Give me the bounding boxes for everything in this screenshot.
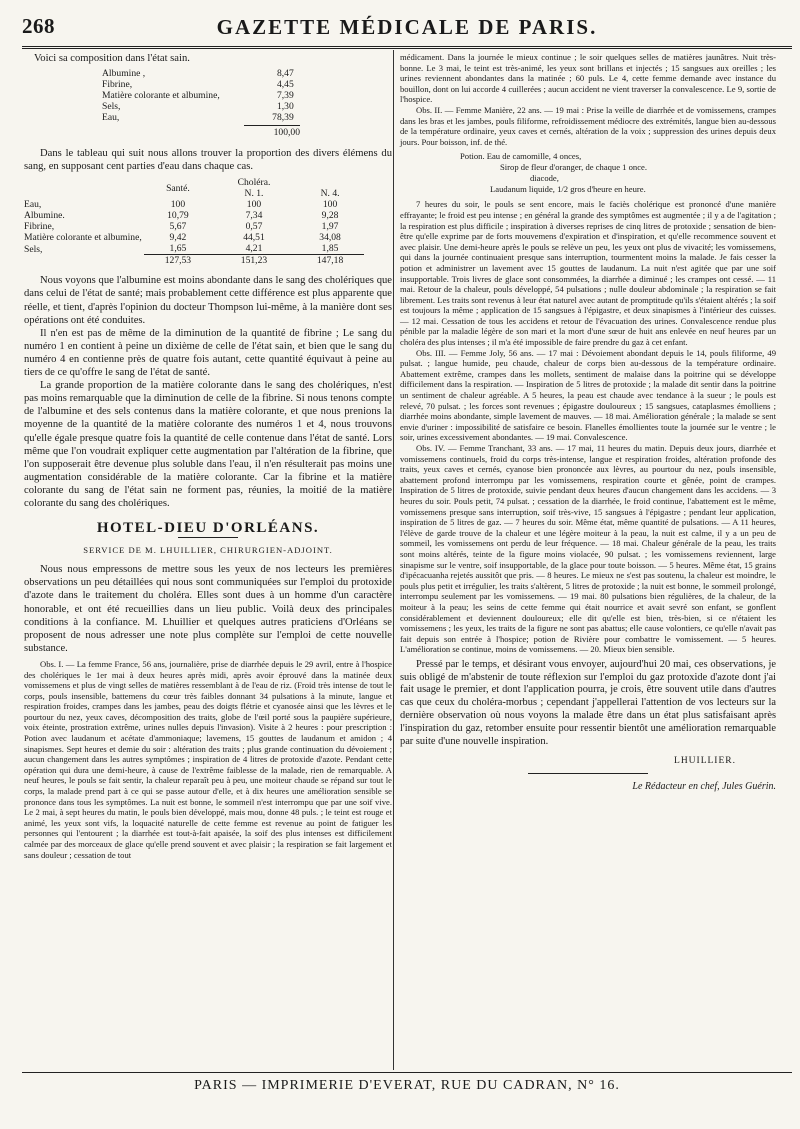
header-cell: N. 4. (320, 188, 340, 200)
prescription-line: Potion. Eau de camomille, 4 onces, (460, 151, 582, 162)
cell-n1: 7,34 (245, 210, 263, 222)
table-row (102, 79, 294, 90)
cell-sante: 100 (170, 199, 186, 211)
observation-1: Obs. I. — La femme France, 56 ans, journalière, prise de diarrhée depuis le 29 avril, entre à l'hospice des cholériques le 1er mai à deux heures après midi, après avoir éprouvé dans la matinée deux vomissemens et plus de vingt selles de matières ressemblant à de l'eau de riz. (Froid très intense de tout le corps, pouls insensible, battemens du cœur très faibles donnant 34 pulsations à la minute, langue et respiration froides, crampes dans les jambes, peau des doigts flétrie et cyanosée ainsi que les lèvres et le pourtour du nez, yeux caves, décomposition des traits, globe de l'œil porté sous la paupière supérieure, voix éteinte, prostration extrême, urines nulles depuis l'invasion). Visite à 2 heures : pour prescription : Potion avec laudanum et acétate d'ammoniaque; lavemens, 15 gouttes de laudanum et amidon ; 4 sinapismes. Sept heures et demie du soir : altération des traits ; plus grande continuation du dévoiement ; aucun changement dans les autres symptômes ; inspiration de 4 litres de protoxide d'azote. Pendant cette opération qui dura une demi-heure, à cause de l'extrême faiblesse de la malade, rien de remarquable. A neuf heures, le pouls se fait sentir, la chaleur reparaît peu à peu, une moiteur chaude se répand sur tout le corps, la malade prend part à ce qui se passe autour d'elle, et à dix heures une amélioration sensible se prononce dans tous les symptômes. La nuit est bonne, le sommeil n'est interrompu que par une soif vive. Le 2 mai, à sept heures du matin, le pouls bien développé, mais mou, donne 48 puls. ; le teint est rouge et animé, les yeux sont vifs, la loquacité naturelle de cette femme est revenue au point de fatiguer les personnes qui l'entourent ; la diarrhée est tout-à-fait apaisée, la soif des plus intenses est difficilement calmée par des morceaux de glace qu'elle prend souvent et avec plaisir ; la respiration se fait largement et sans douleur ; cessation de tout (24, 658, 392, 860)
table-row (24, 210, 364, 221)
table-row (102, 68, 294, 79)
table-row (24, 221, 364, 232)
observation-3: Obs. III. — Femme Joly, 56 ans. — 17 mai : Dévoiement abondant depuis le 14, pouls filiforme, 49 pulsat. ; langue humide, peu chaude, chaleur de corps bien au-dessous de la température ordinaire. Abattement extrême, crampes dans les mollets, sentiment de malaise dans la poitrine qui se développe difficilement dans la respiration. — Inspiration de 5 litres de protoxide ; la malade dit sentir dans la poitrine un sentiment de chaleur agréable. A 5 heures, la peau est chaude avec tendance à la sueur ; le pouls est relevé, 70 pulsat. ; les forces sont revenues ; épigastre douloureux ; 15 sangsues, cataplasmes émolliens ; diarrhée moins abondante, simple lavement de mauves. — 18 mai. Amélioration générale ; la malade se sent envie d'uriner : impossibilité de satisfaire ce besoin. Flanelles émollientes toute la journée sur le ventre ; le soir, urines excessivement abondantes. — 19 mai. Convalescence. (400, 347, 776, 443)
cell-sante: 10,79 (167, 210, 189, 222)
row-label: Eau, (24, 199, 42, 211)
section-title: HOTEL-DIEU D'ORLÉANS. (96, 520, 320, 537)
masthead (22, 12, 792, 46)
row-label (24, 255, 144, 267)
table-row (102, 90, 294, 101)
editor-credit: Le Rédacteur en chef, Jules Guérin. (632, 781, 776, 793)
comp-value: 1,30 (276, 101, 294, 113)
paragraph: La grande proportion de la matière colorante dans le sang des cholériques, n'est pas moins remarquable que la diminution de celle de la fibrine. Si nous tenons compte de l'albumine et des sels contenus dans la matière colorante, et que nous prenions la moyenne de la quantité de la matière colorante des numéros 1 et 4, nous trouvons qu'elle égale presque quatre fois la quantité de celle contenue dans l'état de santé. Lors même que l'on voudrait expliquer cette augmentation par l'altération de la fibrine, que l'on supposerait être devenue plus soluble dans l'eau, il n'en résulterait pas moins une augmentation considérable de la matière colorante. Car la fibrine et la matière colorante du sang de l'état sain ne forment pas, réunies, la moitié de la matière colorante du sang des cholériques. (24, 380, 392, 509)
table-row (24, 232, 364, 243)
prescription (460, 151, 776, 195)
comp-value: 78,39 (272, 112, 294, 124)
cell-sante: 9,42 (169, 232, 187, 244)
header-rule (22, 46, 792, 49)
blood-comparison-table (24, 177, 364, 266)
composition-table (102, 68, 294, 123)
cell-n1: 44,51 (243, 232, 265, 244)
table-row (24, 243, 364, 255)
comp-value: 4,45 (276, 79, 294, 91)
table-total-row (24, 255, 364, 267)
prescription-line: Sirop de fleur d'oranger, de chaque 1 once. (500, 162, 647, 173)
prescription-line: diacode, (530, 173, 559, 184)
cell-n1: 100 (246, 199, 262, 211)
cell-n4: 34,08 (319, 232, 341, 244)
comp-value: 7,39 (276, 90, 294, 102)
cell-n4: 100 (322, 199, 338, 211)
cell-n4: 1,85 (321, 243, 339, 255)
right-column (400, 52, 776, 793)
cell-sante: 5,67 (169, 221, 187, 233)
header-cell: Choléra. N. 1. (237, 177, 271, 200)
row-label: Sels, (24, 243, 43, 255)
section-subtitle: SERVICE DE M. LHUILLIER, CHIRURGIEN-ADJOINT. (83, 545, 333, 556)
paragraph: Il n'en est pas de même de la diminution de la quantité de fibrine ; Le sang du numéro 1 en contient à peine un dixième de celle de l'état sain, et bien que le sang du numéro 4 en contienne près de quatre fois autant, cette quantité équivaut à peine au tiers de ce qu'offre le sang de l'état de santé. (24, 327, 392, 379)
table-row (24, 199, 364, 210)
paragraph: Nous nous empressons de mettre sous les yeux de nos lecteurs les premières observations un peu détaillées qui nous sont communiquées sur l'emploi du protoxide d'azote dans le traitement du choléra. Elles sont dues à un homme d'un caractère honorable, et ont été recueillies dans un lieu public. Voilà deux des principales conditions à la confiance. M. Lhuillier et quelques autres praticiens d'Orléans se proposent de nous adresser une note plus complète sur l'emploi de cette nouvelle substance. (24, 564, 392, 654)
comp-label: Matière colorante et albumine, (102, 90, 220, 102)
left-column (24, 52, 392, 860)
footer-rule (22, 1072, 792, 1073)
comp-label: Eau, (102, 112, 120, 124)
header-cell (24, 177, 144, 199)
observation-4: Obs. IV. — Femme Tranchant, 33 ans. — 17 mai, 11 heures du matin. Depuis deux jours, diarrhée et vomissemens continuels, froid du corps très-intense, langue et respiration froides, altération profonde des traits, yeux caves et cernés, cyanose bien prononcée aux lèvres, au pourtour du nez, pouls insensible, abattement profond interrompu par les vomissemens, respiration courte et gênée, point de crampes. Inspiration de 5 litres de protoxide, suivie pendant deux heures d'aucun changement dans les accidens. — 3 heures du soir. Pouls petit, 74 pulsat. ; cessation de la diarrhée, le froid continue, l'abattement est le même, vomissemens presque sans interruption, soif très-vive, 15 sangsues à l'épigastre ; pendant leur application, inspiration de 5 litres de gaz. — 7 heures du soir. Même état, même quantité de pulsations. — A 11 heures, l'élève de garde trouve de la chaleur et une légère moiteur à la peau, la nuit est calme, il y a un peu de sommeil, les vomissemens ont perdu de leur fréquence. — 18 mai. Chaleur générale de la peau, les traits sont moins altérés, teinte de la figure moins violacée, 90 pulsat. ; les vomissemens reviennent, large sinapisme sur le ventre, soif insupportable, de la glace pour toute boisson. — 5 heures. Même état, 15 grains d'ipécacuanha rejetés aussitôt que pris. — 8 heures. Le mieux ne s'est pas soutenu, la chaleur est moindre, le pouls plus petit et irrégulier, les traits s'altèrent, 5 litres de protoxide ; la nuit est bonne, le sommeil prolongé, interrompu seulement par les vomissemens. — 19 mai. 80 pulsations bien régulières, de la chaleur, de la moiteur à la peau; les seins de cette femme qui était nourrice et avait sevré son enfant, se gonflent considérablement et deviennent douloureux; elle dit qu'elle est bien, très-bien, si ce n'étaient les vomissemens ; les yeux, les traits de la figure ne sont pas abattus; elle cause volontiers, ce qu'elle n'avait pas fait depuis son entrée à l'hospice; potion de Rivière pour combattre le vomissement. — 5 heures. L'amélioration se continue, moins de vomissemens. — 20. Mieux bien sensible. (400, 443, 776, 655)
cell-sante: 1,65 (169, 243, 187, 255)
cell-n1: 0,57 (245, 221, 263, 233)
row-label: Fibrine, (24, 221, 55, 233)
observation-2-continued: 7 heures du soir, le pouls se sent encore, mais le faciès cholérique est prononcé d'une manière effrayante; le froid est peu intense ; en général la grande des symptômes est augmentée ; il y a de l'agitation ; la respiration est plus difficile ; inspiration à diverses reprises de cinq litres de protoxide ; sensation de bien-être qu'elle exprime par de forts mouvemens d'expiration et d'inspiration, et qu'elle recommence souvent et avec plaisir. Une demi-heure après le pouls se relève un peu, les yeux ont plus de vivacité; les vomissemens, qui dans la journée continuaient presque sans interruption, tourmentent moins la malade. Je fais cesser la potion et administrer un lavement avec 15 gouttes de laudanum. La nuit n'est agitée que par une soif insupportable. Trois livres de glace sont consommées, la diarrhée a diminué ; les crampes ont cessé. — 11 mai. Retour de la chaleur, pouls développé, 54 pulsations ; nulle douleur abdominale ; la respiration se fait librement. Les traits sont revenus à leur état naturel avec autant de promptitude qu'ils s'étaient altérés ; la soif est toujours la même ; application de 15 sangsues à l'épigastre, et deux sinapismes à l'intérieur des cuisses. — 12 mai. Cessation de tous les accidens et retour de l'évacuation des urines. Convalescence rendue plus pénible par la maladie légère de son mari et la mort d'une sœur de huit ans enlevée en neuf heures par un choléra des plus intenses ; il m'a été impossible de faire prendre du gaz à cet enfant. (400, 199, 776, 348)
printer-imprint: PARIS — IMPRIMERIE D'EVERAT, RUE DU CADRAN, N° 16. (194, 1078, 620, 1093)
comp-label: Fibrine, (102, 79, 133, 91)
prescription-line: Laudanum liquide, 1/2 gros d'heure en heure. (490, 184, 646, 195)
composition-total: 100,00 (244, 125, 300, 139)
row-label: Matière colorante et albumine, (24, 232, 142, 244)
journal-title: GAZETTE MÉDICALE DE PARIS. (216, 15, 598, 39)
comp-value: 8,47 (276, 68, 294, 80)
comp-label: Sels, (102, 101, 121, 113)
observation-2: Obs. II. — Femme Manière, 22 ans. — 19 mai : Prise la veille de diarrhée et de vomissemens, crampes dans les bras et les jambes, pouls filiforme, refroidissement médiocre des extrémités, langue bien au-dessous de la température ordinaire, yeux caves et cernés, altération de la voix ; suppression des urines depuis deux jours. Pour boisson, inf. de thé. (400, 104, 776, 147)
table-row (102, 101, 294, 112)
table-row (102, 112, 294, 123)
table-header-row (24, 177, 364, 199)
header-cell: Santé. (166, 182, 190, 194)
cell-n1: 4,21 (245, 243, 263, 255)
row-label: Albumine. (24, 210, 65, 222)
continuation-paragraph: médicament. Dans la journée le mieux continue ; le soir quelques selles de matières jaunâtres. Nuit très-bonne. Le 3 mai, le teint est très-animé, les yeux sont brillans et injectés ; 15 sangsues aux oreilles ; les urines reviennent abondantes dans la matinée ; 60 puls. Le 4, cette femme demande avec instance du bouillon, dont on lui accorde 4 cuillerées ; aucun accident ne vient traverser la convalescence. Le 9, sortie de l'hospice. (400, 52, 776, 105)
comp-label: Albumine , (102, 68, 146, 80)
page-number: 268 (22, 14, 55, 38)
signature-rule (528, 773, 648, 774)
closing-paragraph: Pressé par le temps, et désirant vous envoyer, aujourd'hui 20 mai, ces observations, je suis obligé de m'abstenir de toute réflexion sur l'emploi du gaz protoxide d'azote dont j'ai fait usage le premier, et dont l'application pourra, je crois, être souvent utile dans d'autres cas que ceux du choléra-morbus ; cependant j'appellerai l'attention de vos lecteurs sur la dernière observation où nous voyons la malade être dans un état plus satisfaisant après l'inspiration du gaz, retomber ensuite pour ressentir bientôt une amélioration remarquable par suite d'une nouvelle inspiration. (400, 658, 776, 747)
total-n4: 147,18 (296, 255, 364, 267)
cell-n4: 9,28 (321, 210, 339, 222)
total-n1: 151,23 (212, 255, 296, 267)
paragraph: Nous voyons que l'albumine est moins abondante dans le sang des cholériques que dans celui de l'état de santé; mais probablement cette différence est plus apparente que réelle, et tient, d'après l'opinion du docteur Thompson lui-même, à la manière dont ses opérations ont été conduites. (24, 275, 392, 326)
section-rule (178, 537, 238, 538)
cell-n4: 1,97 (321, 221, 339, 233)
signature: LHUILLIER. (674, 756, 736, 767)
composition-title: Voici sa composition dans l'état sain. (34, 53, 190, 64)
column-divider (393, 50, 394, 1070)
intro-paragraph: Dans le tableau qui suit nous allons trouver la proportion des divers élémens du sang, en supposant cent parties d'eau dans chaque cas. (24, 148, 392, 173)
total-sante: 127,53 (144, 255, 212, 267)
